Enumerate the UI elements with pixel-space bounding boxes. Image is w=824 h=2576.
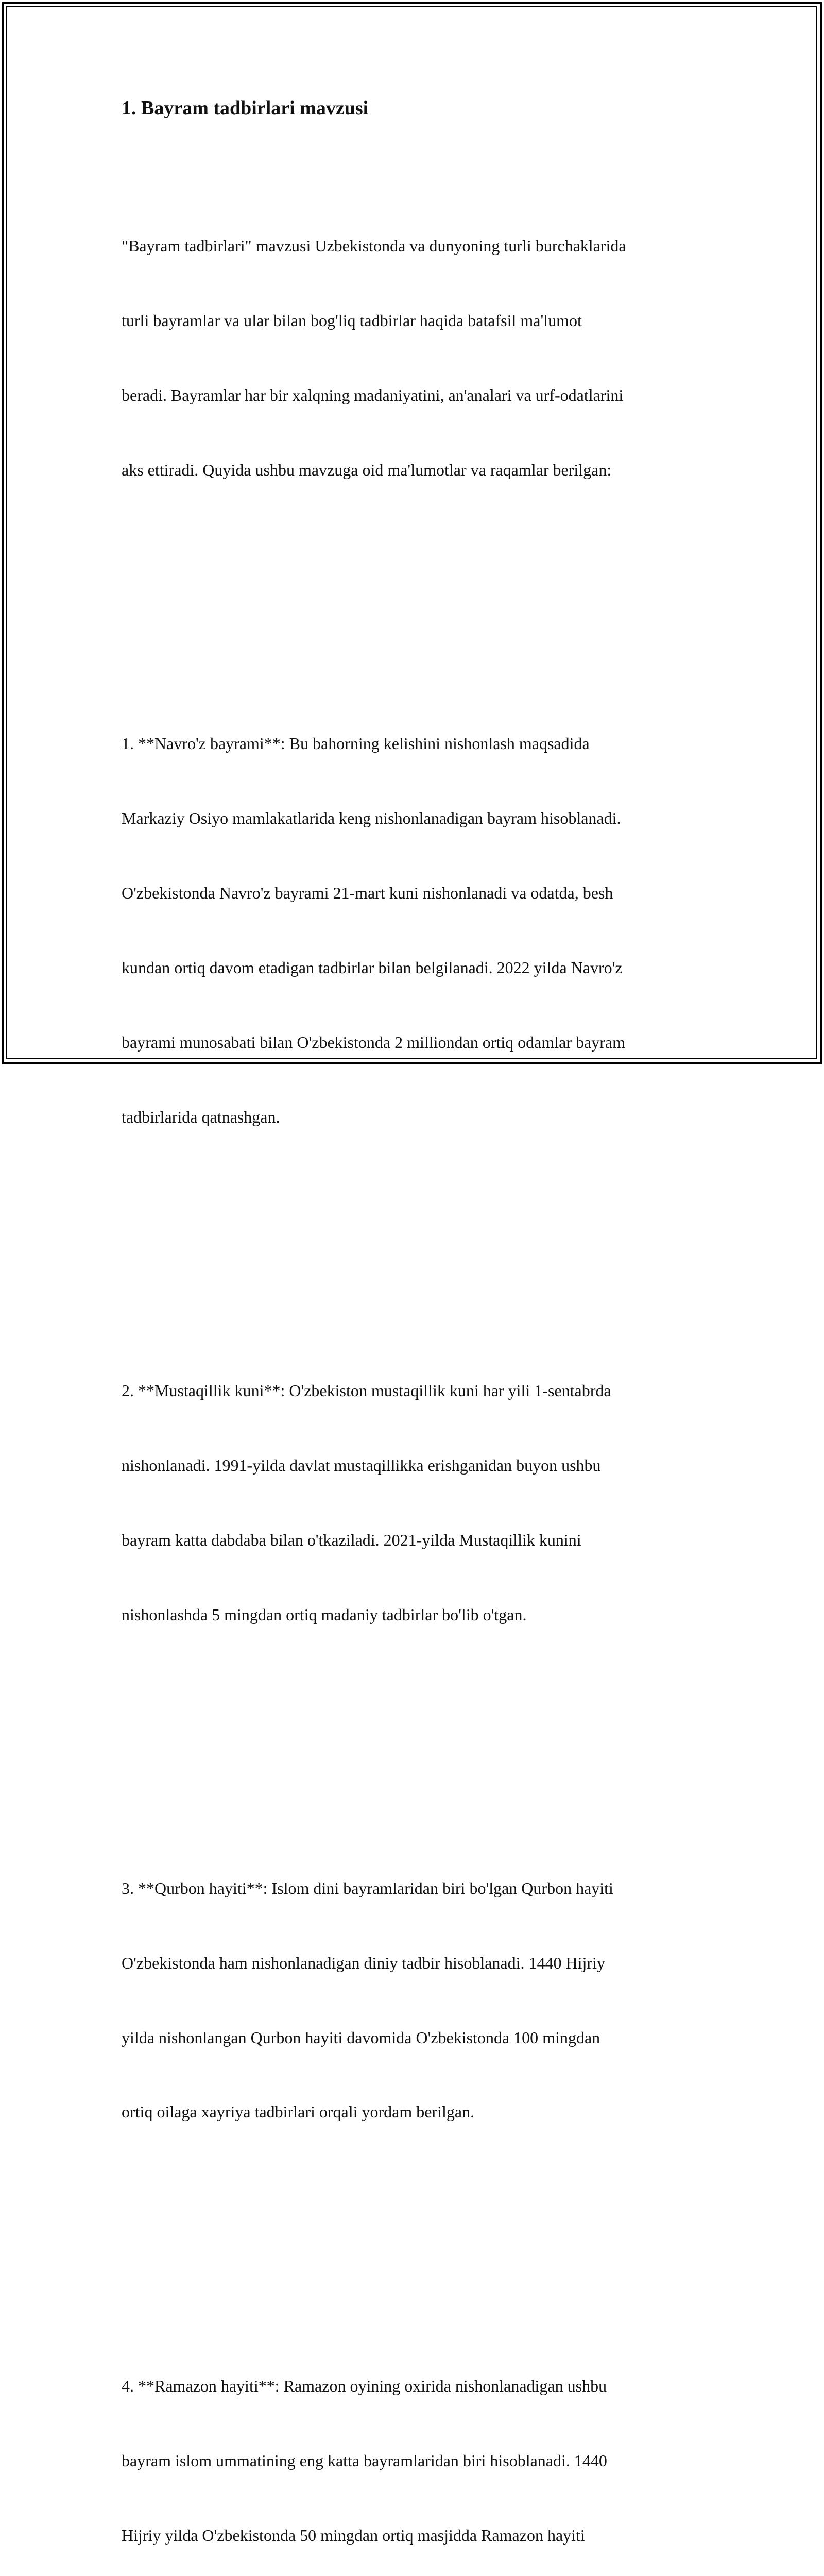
text-line: nishonlanadi. 1991-yilda davlat mustaqillikka erishganidan buyon ushbu [122,1455,601,1475]
paragraph-qurbon [122,1826,714,2174]
text-line: "Bayram tadbirlari" mavzusi Uzbekistonda va dunyoning turli burchaklarida [122,236,626,256]
document-content [122,96,714,2576]
text-line: beradi. Bayramlar har bir xalqning madaniyatini, an'analari va urf-odatlarini [122,385,624,404]
text-line: O'zbekistonda Navro'z bayrami 21-mart kuni nishonlanadi va odatda, besh [122,883,613,902]
text-line: bayrami munosabati bilan O'zbekistonda 2 milliondan ortiq odamlar bayram [122,1032,625,1052]
paragraph-intro [122,184,714,532]
paragraph-gap [122,1726,714,1751]
paragraph-gap [122,1229,714,1253]
text-line: Hijriy yilda O'zbekistonda 50 mingdan ortiq masjidda Ramazon hayiti [122,2526,585,2545]
paragraph-navruz [122,682,714,1179]
text-line: Markaziy Osiyo mamlakatlarida keng nishonlanadigan bayram hisoblanadi. [122,809,621,828]
text-line: kundan ortiq davom etadigan tadbirlar bilan belgilanadi. 2022 yilda Navro'z [122,958,623,977]
paragraph-mustaqillik [122,1328,714,1676]
text-line: ortiq oilaga xayriya tadbirlari orqali yordam berilgan. [122,2103,475,2122]
text-line: 1. **Navro'z bayrami**: Bu bahorning kelishini nishonlash maqsadida [122,734,590,753]
paragraph-gap [122,582,714,606]
paragraph-gap [122,2224,714,2249]
text-line: turli bayramlar va ular bilan bog'liq tadbirlar haqida batafsil ma'lumot [122,311,582,330]
text-line: 3. **Qurbon hayiti**: Islom dini bayramlaridan biri bo'lgan Qurbon hayiti [122,1878,613,1897]
text-line: 2. **Mustaqillik kuni**: O'zbekiston mustaqillik kuni har yili 1-sentabrda [122,1381,611,1400]
document-title: 1. Bayram tadbirlari mavzusi [122,97,369,119]
text-line: aks ettiradi. Quyida ushbu mavzuga oid ma'lumotlar va raqamlar berilgan: [122,460,612,479]
text-line: yilda nishonlangan Qurbon hayiti davomida O'zbekistonda 100 mingdan [122,2028,600,2047]
document-body [122,134,714,2576]
text-line: bayram katta dabdaba bilan o'tkaziladi. 2021-yilda Mustaqillik kunini [122,1530,581,1549]
text-line: O'zbekistonda ham nishonlanadigan diniy tadbir hisoblanadi. 1440 Hijriy [122,1953,605,1972]
text-line: tadbirlarida qatnashgan. [122,1107,280,1126]
text-line: bayram islom ummatining eng katta bayramlaridan biri hisoblanadi. 1440 [122,2451,607,2470]
text-line: 4. **Ramazon hayiti**: Ramazon oyining oxirida nishonlanadigan ushbu [122,2376,607,2395]
text-line: nishonlashda 5 mingdan ortiq madaniy tadbirlar bo'lib o'tgan. [122,1605,527,1624]
paragraph-ramazon [122,2324,714,2576]
